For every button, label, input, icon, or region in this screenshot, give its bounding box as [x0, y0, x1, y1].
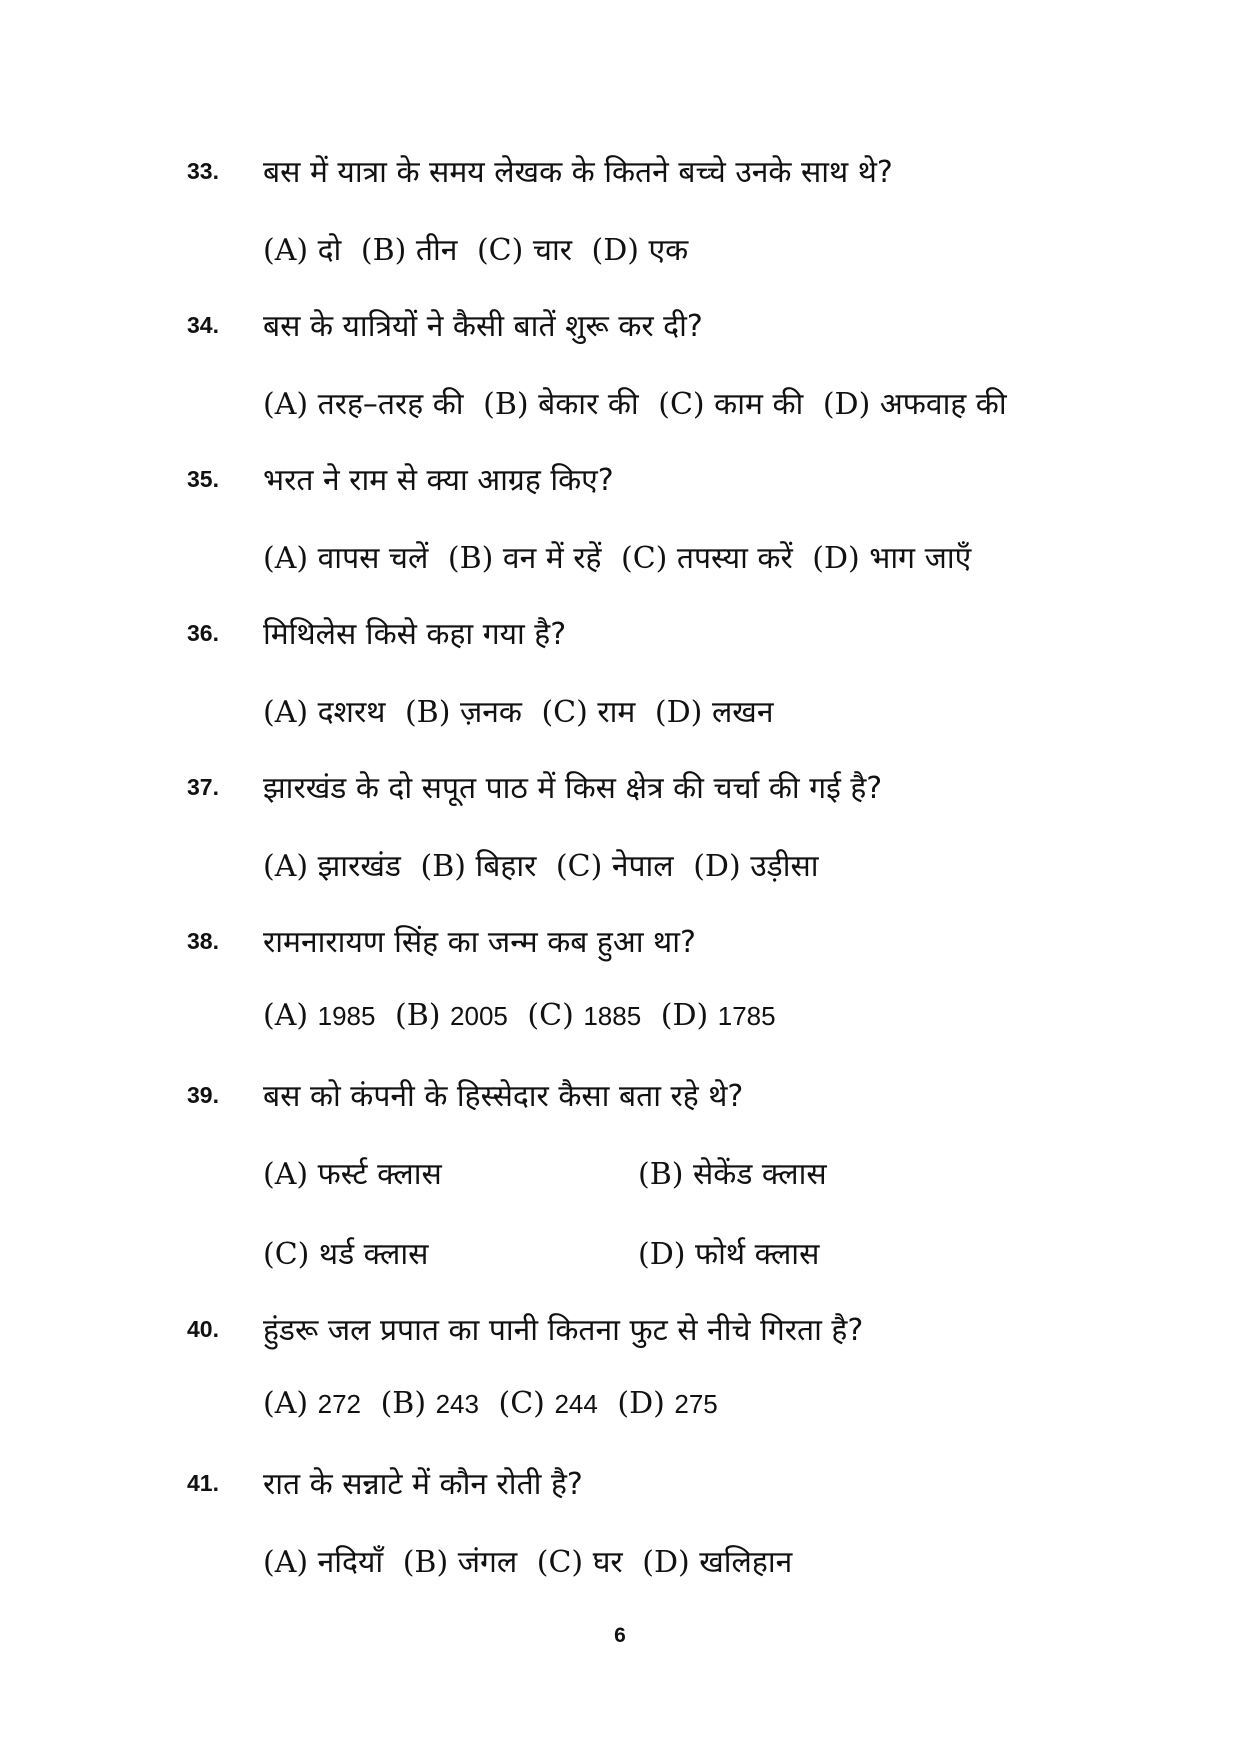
- question-text: झारखंड के दो सपूत पाठ में किस क्षेत्र की चर्चा की गई है?: [263, 771, 883, 806]
- option-b: (B) बिहार: [420, 849, 537, 884]
- question-line: [0, 920, 1240, 964]
- question-number: 36.: [187, 620, 219, 646]
- question-number: 39.: [187, 1082, 219, 1108]
- option-d: (D) एक: [591, 233, 689, 268]
- question-text: रात के सन्नाटे में कौन रोती है?: [263, 1467, 583, 1502]
- question-number: 37.: [187, 774, 219, 800]
- option-d: (D) लखन: [654, 695, 774, 730]
- option-a: (A) 1985: [263, 998, 376, 1033]
- option-d: (D) 275: [617, 1386, 718, 1421]
- question-line: [0, 766, 1240, 810]
- option-c: (C) राम: [541, 695, 636, 730]
- option-a: (A) दशरथ: [263, 695, 386, 730]
- option-b: (B) 243: [380, 1386, 479, 1421]
- option-b: (B) वन में रहें: [447, 541, 602, 576]
- option-d: (D) फोर्थ क्लास: [638, 1237, 820, 1272]
- options-row: [263, 998, 786, 1033]
- option-a: (A) फर्स्ट क्लास: [263, 1157, 442, 1192]
- option-c: (C) तपस्या करें: [620, 541, 793, 576]
- question-number: 33.: [187, 158, 219, 184]
- question-number: 38.: [187, 928, 219, 954]
- options-row: [263, 1540, 802, 1581]
- options-row: [263, 690, 783, 731]
- options-row: [263, 844, 829, 885]
- option-c: (C) थर्ड क्लास: [263, 1237, 429, 1272]
- page-number: 6: [614, 1624, 626, 1647]
- question-line: [0, 1462, 1240, 1506]
- question-line: [0, 612, 1240, 656]
- option-d: (D) उड़ीसा: [693, 849, 819, 884]
- option-d: (D) अफवाह की: [822, 387, 1007, 422]
- options-row: [263, 1386, 728, 1421]
- question-text: बस में यात्रा के समय लेखक के कितने बच्चे उनके साथ थे?: [263, 155, 893, 190]
- question-line: [0, 304, 1240, 348]
- option-b: (B) ज़नक: [404, 695, 522, 730]
- option-d: (D) खलिहान: [642, 1545, 793, 1580]
- option-b: (B) बेकार की: [483, 387, 639, 422]
- option-a: (A) तरह–तरह की: [263, 387, 464, 422]
- question-number: 41.: [187, 1470, 219, 1496]
- option-b: (B) 2005: [395, 998, 508, 1033]
- option-d: (D) 1785: [660, 998, 776, 1033]
- option-d: (D) भाग जाएँ: [812, 541, 972, 576]
- option-c: (C) नेपाल: [555, 849, 674, 884]
- option-b: (B) तीन: [360, 233, 458, 268]
- option-a: (A) वापस चलें: [263, 541, 429, 576]
- question-text: रामनारायण सिंह का जन्म कब हुआ था?: [263, 925, 696, 960]
- question-text: हुंडरू जल प्रपात का पानी कितना फुट से नीचे गिरता है?: [263, 1313, 864, 1348]
- option-b: (B) जंगल: [402, 1545, 518, 1580]
- question-number: 35.: [187, 466, 219, 492]
- question-line: [0, 1308, 1240, 1352]
- question-text: बस के यात्रियों ने कैसी बातें शुरू कर दी?: [263, 309, 703, 344]
- options-row: [263, 382, 1017, 423]
- options-grid: [263, 1152, 963, 1312]
- option-c: (C) 244: [498, 1386, 598, 1421]
- option-a: (A) झारखंड: [263, 849, 401, 884]
- question-line: [0, 1074, 1240, 1118]
- option-c: (C) काम की: [658, 387, 804, 422]
- option-b: (B) सेकेंड क्लास: [638, 1157, 827, 1192]
- option-a: (A) 272: [263, 1386, 362, 1421]
- option-c: (C) चार: [476, 233, 572, 268]
- question-number: 34.: [187, 312, 219, 338]
- question-line: [0, 458, 1240, 502]
- option-c: (C) 1885: [527, 998, 642, 1033]
- option-a: (A) नदियाँ: [263, 1545, 384, 1580]
- question-text: मिथिलेस किसे कहा गया है?: [263, 617, 567, 652]
- question-text: बस को कंपनी के हिस्सेदार कैसा बता रहे थे?: [263, 1079, 744, 1114]
- question-text: भरत ने राम से क्या आग्रह किए?: [263, 463, 614, 498]
- question-line: [0, 150, 1240, 194]
- question-number: 40.: [187, 1316, 219, 1342]
- options-row: [263, 536, 981, 577]
- options-row: [263, 228, 698, 269]
- option-a: (A) दो: [263, 233, 342, 268]
- option-c: (C) घर: [536, 1545, 623, 1580]
